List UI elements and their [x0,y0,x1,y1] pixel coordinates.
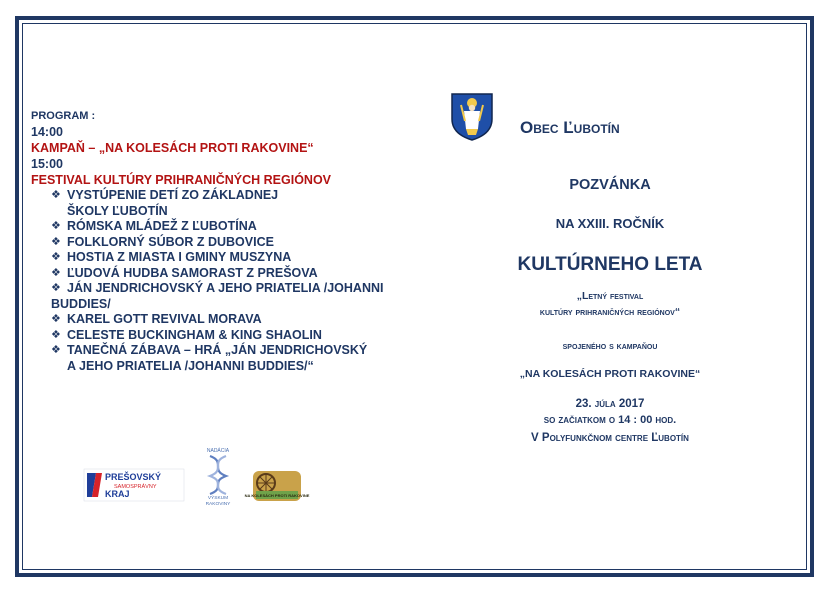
program-time-1: 14:00 [31,125,63,139]
diamond-bullet-icon: ❖ [51,282,61,294]
list-item: ❖ VYSTÚPENIE DETÍ ZO ZÁKLADNEJ [51,188,279,202]
festival-line-2: kultúry prihraničných regiónov“ [539,306,681,318]
list-item: ❖ ĽUDOVÁ HUDBA SAMORAST Z PREŠOVA [51,265,318,280]
event-title: KULTÚRNEHO LETA [517,254,703,275]
diamond-bullet-icon: ❖ [51,313,61,325]
list-item: ❖ TANEČNÁ ZÁBAVA – HRÁ „JÁN JENDRICHOVSKÝ [51,343,368,357]
list-item: ❖ RÓMSKA MLÁDEŽ Z ĽUBOTÍNA [51,219,257,233]
campaign-name: „NA KOLESÁCH PROTI RAKOVINE“ [519,368,701,380]
svg-text:NA KOLESÁCH PROTI RAKOVINE: NA KOLESÁCH PROTI RAKOVINE [244,493,310,498]
list-item-continuation: BUDDIES/ [51,296,111,311]
list-item: ❖ HOSTIA Z MIASTA I GMINY MUSZYNA [51,250,292,264]
event-start-time: so začiatkom o 14 : 00 hod. [543,414,677,426]
list-item: ❖ KAREL GOTT REVIVAL MORAVA [51,312,262,326]
nadacia-vyskum-rakoviny-logo [196,446,240,506]
svg-text:NADÁCIA: NADÁCIA [206,448,230,454]
list-item: ❖ FOLKLORNÝ SÚBOR Z DUBOVICE [51,234,274,249]
list-item: ❖ CELESTE BUCKINGHAM & KING SHAOLIN [51,327,322,342]
program-time-2: 15:00 [31,157,63,171]
list-item-continuation: ŠKOLY ĽUBOTÍN [67,203,168,218]
program-title: PROGRAM : [31,110,96,122]
invitation-heading: POZVÁNKA [569,177,651,193]
list-item: ❖ JÁN JENDRICHOVSKÝ A JEHO PRIATELIA /JOHANNI [51,281,384,295]
presovsky-kraj-logo [84,469,184,501]
diamond-bullet-icon: ❖ [51,251,61,263]
performers-list [31,188,411,374]
program-section [31,108,411,374]
diamond-bullet-icon: ❖ [51,344,61,356]
diamond-bullet-icon: ❖ [51,266,61,279]
diamond-bullet-icon: ❖ [51,328,61,341]
event-place: V Polyfunkčnom centre Ľubotín [531,432,689,444]
edition-line: NA XXIII. ROČNÍK [555,216,665,231]
svg-text:RAKOVINY: RAKOVINY [205,502,231,507]
diamond-bullet-icon: ❖ [51,220,61,232]
svg-text:PREŠOVSKÝ: PREŠOVSKÝ [105,472,162,482]
festival-line-1: „Letný festival [576,290,644,302]
na-kolesach-logo [244,469,310,503]
program-campaign: KAMPAŇ – „NA KOLESÁCH PROTI RAKOVINE“ [31,141,314,155]
svg-text:KRAJ: KRAJ [105,489,130,499]
list-item-continuation: A JEHO PRIATELIA /JOHANNI BUDDIES/“ [67,358,314,373]
coat-of-arms-icon [449,91,495,141]
svg-text:VÝSKUM: VÝSKUM [207,496,229,501]
connected-with-label: spojeného s kampaňou [562,340,658,352]
municipality-title: Obec Ľubotín [520,118,620,137]
diamond-bullet-icon: ❖ [51,189,61,201]
program-festival: FESTIVAL KULTÚRY PRIHRANIČNÝCH REGIÓNOV [31,173,332,187]
svg-text:SAMOSPRÁVNY: SAMOSPRÁVNY [114,484,157,490]
event-date: 23. júla 2017 [575,398,645,410]
diamond-bullet-icon: ❖ [51,235,61,248]
